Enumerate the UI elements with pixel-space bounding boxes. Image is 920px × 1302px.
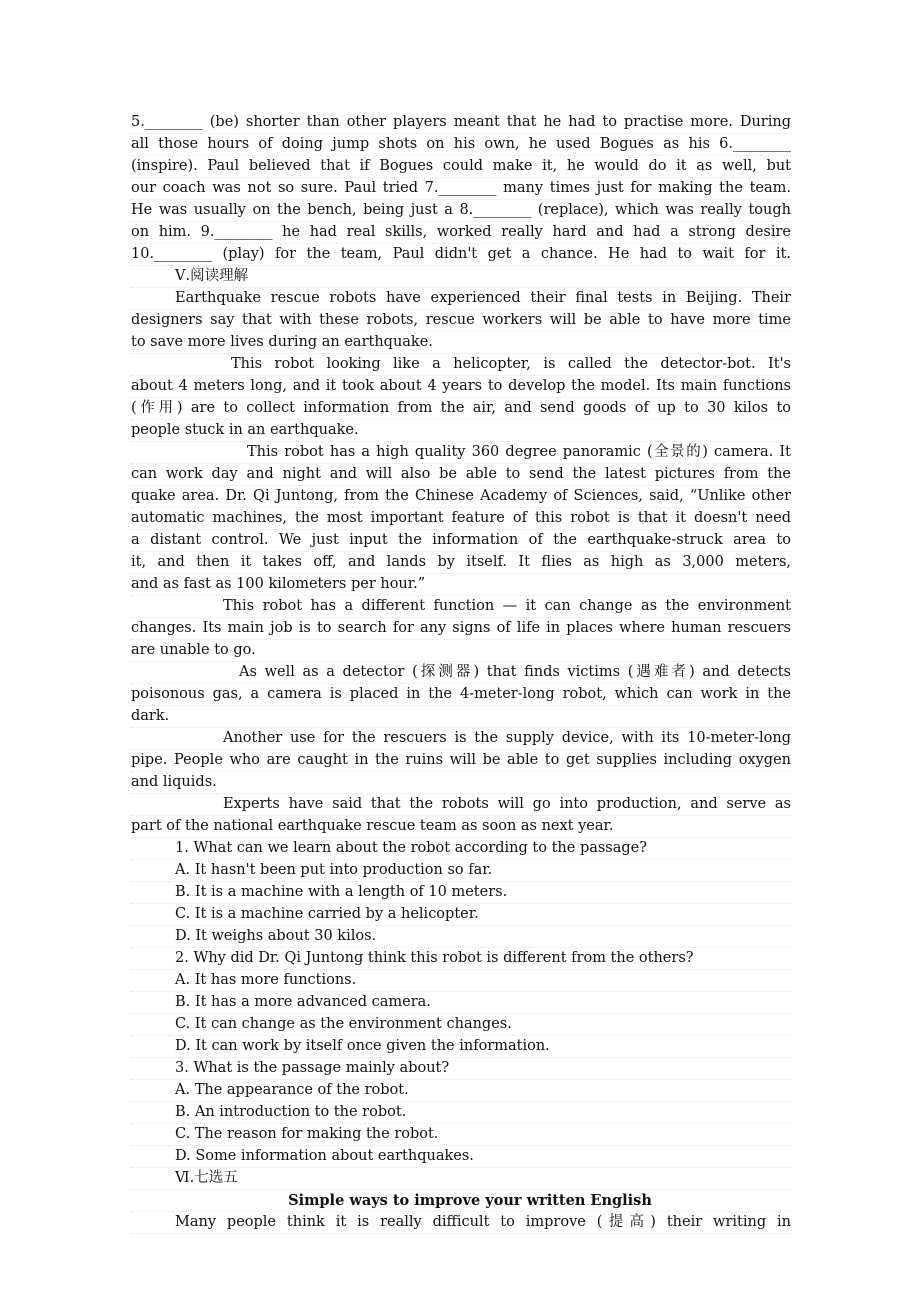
question-list [131, 838, 791, 1168]
text-line: changes. Its main job is to search for any signs of life in places where human rescuers [131, 618, 791, 640]
text-line: Earthquake rescue robots have experienced their final tests in Beijing. Their [131, 288, 791, 310]
text-line: poisonous gas, a camera is placed in the 4-meter-long robot, which can work in the [131, 684, 791, 706]
question-item: 1. What can we learn about the robot according to the passage? [131, 838, 791, 860]
text-line: (作用) are to collect information from the air, and send goods of up to 30 kilos to [131, 398, 791, 420]
text-line: about 4 meters long, and it took about 4 years to develop the model. Its main functions [131, 376, 791, 398]
passage-paragraph-6 [131, 728, 791, 794]
text-line: and liquids. [131, 772, 791, 794]
passage-paragraph-3 [131, 442, 791, 596]
section-heading-reading: Ⅴ.阅读理解 [131, 266, 791, 288]
text-line: As well as a detector (探测器) that finds victims (遇难者) and detects [131, 662, 791, 684]
text-line: can work day and night and will also be able to send the latest pictures from the [131, 464, 791, 486]
text-line: part of the national earthquake rescue team as soon as next year. [131, 816, 791, 838]
question-item: 2. Why did Dr. Qi Juntong think this robot is different from the others? [131, 948, 791, 970]
text-line: pipe. People who are caught in the ruins will be able to get supplies including oxygen [131, 750, 791, 772]
text-line: are unable to go. [131, 640, 791, 662]
question-item: 3. What is the passage mainly about? [131, 1058, 791, 1080]
text-line: Many people think it is really difficult to improve (提高) their writing in [131, 1212, 791, 1234]
text-column [131, 112, 791, 1234]
passage-paragraph-1 [131, 288, 791, 354]
text-line: on him. 9.________ he had real skills, worked really hard and had a strong desire [131, 222, 791, 244]
text-line: Experts have said that the robots will go into production, and serve as [131, 794, 791, 816]
text-line: Another use for the rescuers is the supply device, with its 10-meter-long [131, 728, 791, 750]
text-line: (inspire). Paul believed that if Bogues could make it, he would do it as well, but [131, 156, 791, 178]
text-line: He was usually on the bench, being just a 8.________ (replace), which was really tough [131, 200, 791, 222]
text-line: This robot has a different function — it can change as the environment [131, 596, 791, 618]
text-line: and as fast as 100 kilometers per hour.” [131, 574, 791, 596]
answer-option: C. It can change as the environment changes. [131, 1014, 791, 1036]
passage-paragraph-7 [131, 794, 791, 838]
text-line: automatic machines, the most important feature of this robot is that it doesn't need [131, 508, 791, 530]
answer-option: B. It has a more advanced camera. [131, 992, 791, 1014]
text-line: 5.________ (be) shorter than other players meant that he had to practise more. During [131, 112, 791, 134]
answer-option: C. The reason for making the robot. [131, 1124, 791, 1146]
passage-paragraph-2 [131, 354, 791, 442]
text-line: dark. [131, 706, 791, 728]
section-heading-seven-choose-five: Ⅵ.七选五 [131, 1168, 791, 1190]
answer-option: B. An introduction to the robot. [131, 1102, 791, 1124]
text-line: 10.________ (play) for the team, Paul didn't get a chance. He had to wait for it. [131, 244, 791, 266]
answer-option: B. It is a machine with a length of 10 meters. [131, 882, 791, 904]
answer-option: A. It has more functions. [131, 970, 791, 992]
answer-option: A. It hasn't been put into production so far. [131, 860, 791, 882]
passage-paragraph-4 [131, 596, 791, 662]
text-line: our coach was not so sure. Paul tried 7.________ many times just for making the team. [131, 178, 791, 200]
answer-option: D. It can work by itself once given the information. [131, 1036, 791, 1058]
answer-option: D. It weighs about 30 kilos. [131, 926, 791, 948]
text-line: it, and then it takes off, and lands by itself. It flies as high as 3,000 meters, [131, 552, 791, 574]
answer-option: D. Some information about earthquakes. [131, 1146, 791, 1168]
text-line: to save more lives during an earthquake. [131, 332, 791, 354]
text-line: all those hours of doing jump shots on his own, he used Bogues as his 6.________ [131, 134, 791, 156]
answer-option: C. It is a machine carried by a helicopter. [131, 904, 791, 926]
text-line: This robot looking like a helicopter, is called the detector-bot. It's [131, 354, 791, 376]
passage-title: Simple ways to improve your written English [131, 1190, 791, 1212]
text-line: quake area. Dr. Qi Juntong, from the Chinese Academy of Sciences, said, “Unlike other [131, 486, 791, 508]
fill-blank-paragraph [131, 112, 791, 266]
text-line: designers say that with these robots, rescue workers will be able to have more time [131, 310, 791, 332]
text-line: people stuck in an earthquake. [131, 420, 791, 442]
answer-option: A. The appearance of the robot. [131, 1080, 791, 1102]
text-line: This robot has a high quality 360 degree panoramic (全景的) camera. It [131, 442, 791, 464]
text-line: a distant control. We just input the information of the earthquake-struck area to [131, 530, 791, 552]
passage-paragraph-5 [131, 662, 791, 728]
